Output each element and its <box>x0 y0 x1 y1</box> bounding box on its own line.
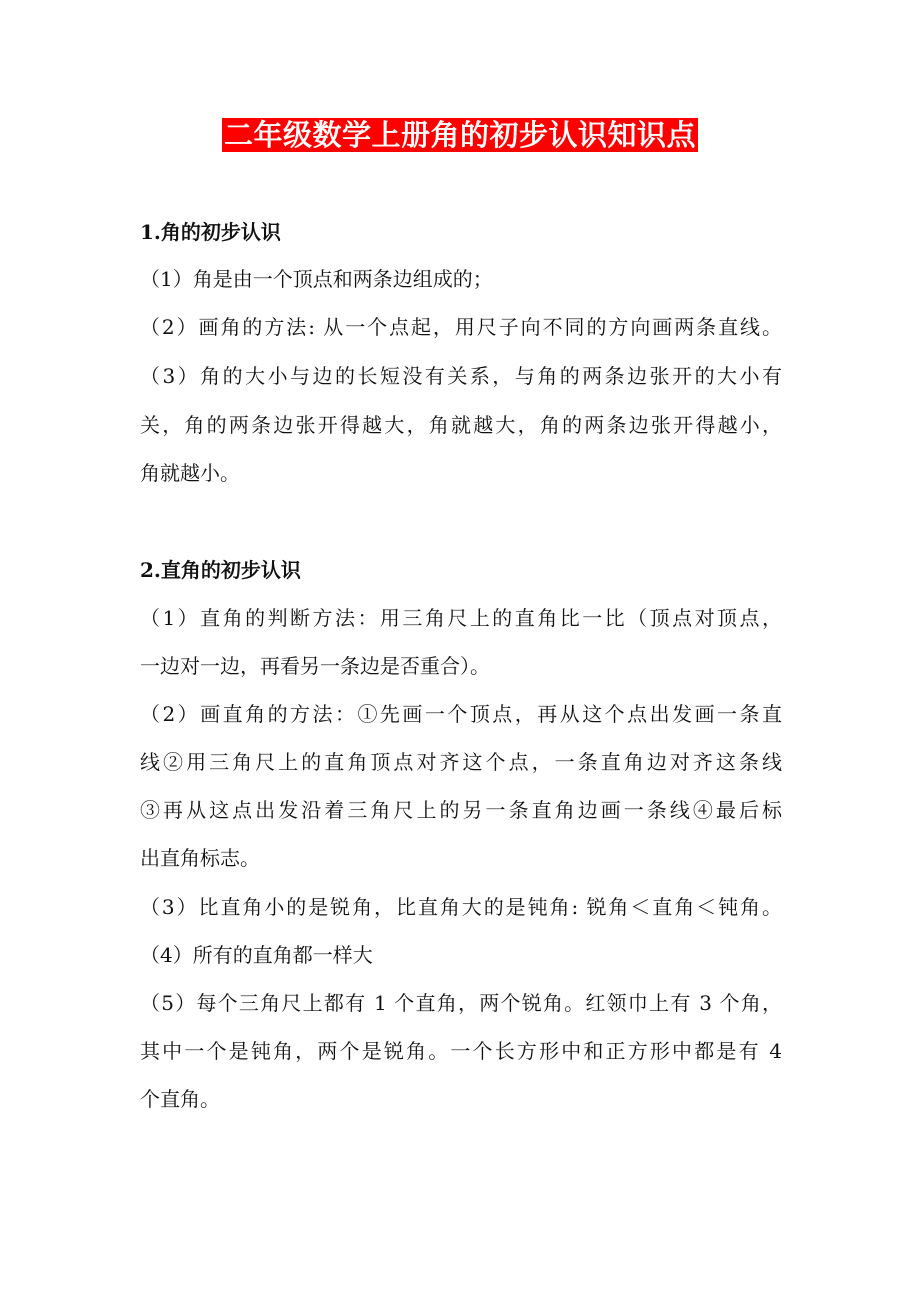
paragraph-line: 关，角的两条边张开得越大，角就越大，角的两条边张开得越小， <box>140 413 782 437</box>
paragraph-line: （2）画直角的方法：①先画一个顶点，再从这个点出发画一条直 <box>140 702 782 726</box>
paragraph-line: （3）角的大小与边的长短没有关系，与角的两条边张开的大小有 <box>140 364 782 388</box>
paragraph-line: （2）画角的方法: 从一个点起，用尺子向不同的方向画两条直线。 <box>140 315 782 339</box>
paragraph-line: 线②用三角尺上的直角顶点对齐这个点，一条直角边对齐这条线 <box>140 750 782 774</box>
paragraph-line: （1）角是由一个顶点和两条边组成的； <box>140 267 493 291</box>
paragraph-line: 一边对一边，再看另一条边是否重合）。 <box>140 654 490 678</box>
paragraph-line: （1）直角的判断方法：用三角尺上的直角比一比（顶点对顶点， <box>140 606 782 630</box>
section-heading-2: 2.直角的初步认识 <box>140 558 301 582</box>
paragraph-line: 角就越小。 <box>140 461 240 485</box>
paragraph-line: ③再从这点出发沿着三角尺上的另一条直角边画一条线④最后标 <box>140 798 782 822</box>
paragraph-line: 个直角。 <box>140 1087 220 1111</box>
paragraph-line: （3）比直角小的是锐角，比直角大的是钝角: 锐角＜直角＜钝角。 <box>140 895 782 919</box>
paragraph-line: 出直角标志。 <box>140 846 260 870</box>
title-wrap <box>0 118 920 152</box>
paragraph-line: （5）每个三角尺上都有 1 个直角，两个锐角。红领巾上有 3 个角， <box>140 991 782 1015</box>
paragraph-line: （4）所有的直角都一样大 <box>140 943 373 967</box>
section-heading-1: 1.角的初步认识 <box>140 220 281 244</box>
document-title: 二年级数学上册角的初步认识知识点 <box>223 118 696 152</box>
paragraph-line: 其中一个是钝角，两个是锐角。一个长方形中和正方形中都是有 4 <box>140 1039 782 1063</box>
